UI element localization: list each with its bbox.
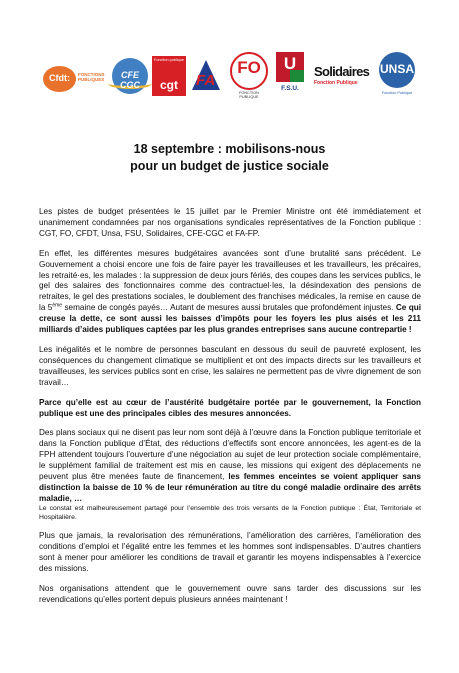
union-logos-strip xyxy=(40,50,425,110)
paragraph-5-bold: les femmes enceintes se voient appliquer sans distinction la baisse de 10 % de leur rémunération au titre du congé maladie ordinaire des arrêts maladie, … xyxy=(39,472,421,503)
cfe-cgc-logo xyxy=(112,58,148,94)
fa-fp-logo xyxy=(192,60,224,94)
paragraph-2-bold: Ce qui creuse la dette, ce sont aussi les baisses d’impôts pour les foyers les plus aisés et les 211 milliards d’aides publiques captées par les plus grandes entreprises sans aucune contrepartie ! xyxy=(39,303,421,335)
paragraph-5-text: Des plans sociaux qui ne disent pas leur nom sont déjà à l’œuvre dans la Fonction publique territoriale et dans la Fonction publique d’État, des réductions d’effectifs sont encore annoncées, les agent·es de la FPH attendent toujours l’ouverture d’une négociation au sujet de leur protection sociale complémentaire, le supplément familial de traitement est mis en cause, les missions qui exigent des déplacements ne peuvent plus être menées faute de financement, xyxy=(39,428,421,482)
paragraph-2 xyxy=(39,249,421,336)
paragraph-2-text-a: En effet, les différentes mesures budgétaires avancées sont d’une brutalité sans précédent. Le Gouvernement a choisi encore une fois de faire payer les travailleuses et les travailleurs, les précaires, les retraité·es, les malades : la suppression de deux jours fériés, des coupes dans les services publics, le gel des salaires des fonctionnaires comme des contractuel·les, la désindexation des pensions de retraites, le gel des prestations sociales, le doublement des franchises médicales, la remise en cause de la 5 xyxy=(39,248,421,313)
unsa-logo-text: UNSA xyxy=(379,62,414,76)
solidaires-logo-text: Solidaires xyxy=(314,64,370,79)
title-line-2: pour un budget de justice sociale xyxy=(130,159,329,173)
fsu-logo-subtitle: F.S.U. xyxy=(281,85,299,92)
paragraph-2-text-b: semaine de congés payés… Autant de mesures aussi brutales que profondément injustes. xyxy=(62,303,396,313)
fo-logo-subtitle: FONCTION PUBLIQUE xyxy=(239,91,259,99)
cfdt-logo-subtitle: FONCTIONS PUBLIQUES xyxy=(78,72,105,82)
paragraph-2-superscript: ème xyxy=(52,302,63,309)
paragraph-7: Nos organisations attendent que le gouvernement ouvre sans tarder des discussions sur les revendications qu’elles portent depuis plusieurs années maintenant ! xyxy=(39,583,421,604)
document-body xyxy=(39,207,421,615)
paragraph-6: Plus que jamais, la revalorisation des rémunérations, l’amélioration des carrières, l’amélioration des conditions d’emploi et l’égalité entre les femmes et les hommes sont indispensables. D’autres chantiers sont à mener pour améliorer les conditions de travail et garantir les moyens indispensables à l’exercice des missions. xyxy=(39,531,421,574)
paragraph-5 xyxy=(39,428,421,504)
paragraph-3: Les inégalités et le nombre de personnes basculant en dessous du seuil de pauvreté explosent, les conséquences du changement climatique se multiplient et ont des impacts directs sur les travailleurs et travailleuses, les services publics sont en crise, les salaires ne permettent pas de vivre dignement de son travail… xyxy=(39,344,421,387)
fa-logo-text: FA xyxy=(196,72,216,89)
cgt-logo-text: cgt xyxy=(160,78,178,92)
fsu-logo-text: U xyxy=(283,54,297,73)
title-line-1: 18 septembre : mobilisons-nous xyxy=(133,142,326,156)
fo-logo-text: FO xyxy=(237,58,261,77)
unsa-logo xyxy=(375,52,419,96)
cfdt-logo-text: Cfdt: xyxy=(49,73,70,83)
paragraph-4 xyxy=(39,398,421,420)
cgt-logo xyxy=(152,56,186,96)
paragraph-1: Les pistes de budget présentées le 15 juillet par le Premier Ministre ont été immédiatement et unanimement condamnées par nos organisations syndicales représentatives de la Fonction publique : CGT, FO, CFDT, Unsa, FSU, Solidaires, CFE-CGC et FA-FP. xyxy=(39,207,421,238)
solidaires-logo-subtitle: Fonction Publique xyxy=(314,80,358,86)
paragraph-5-note: Le constat est malheureusement partagé pour l’ensemble des trois versants de la Fonction publique : État, Territoriale et Hospitalière. xyxy=(39,504,421,521)
document-title xyxy=(40,141,419,175)
paragraph-4-bold: Parce qu’elle est au cœur de l’austérité budgétaire portée par le gouvernement, la Fonction publique est une des principales cibles des mesures annoncées. xyxy=(39,397,421,418)
cfe-cgc-logo-text: CFE CGC xyxy=(120,70,140,90)
fo-logo xyxy=(230,52,266,99)
fsu-logo xyxy=(272,52,308,96)
unsa-logo-subtitle: Fonction Publique xyxy=(381,91,413,95)
cgt-logo-subtitle: Fonction publique xyxy=(154,58,184,62)
solidaires-logo xyxy=(314,64,369,86)
